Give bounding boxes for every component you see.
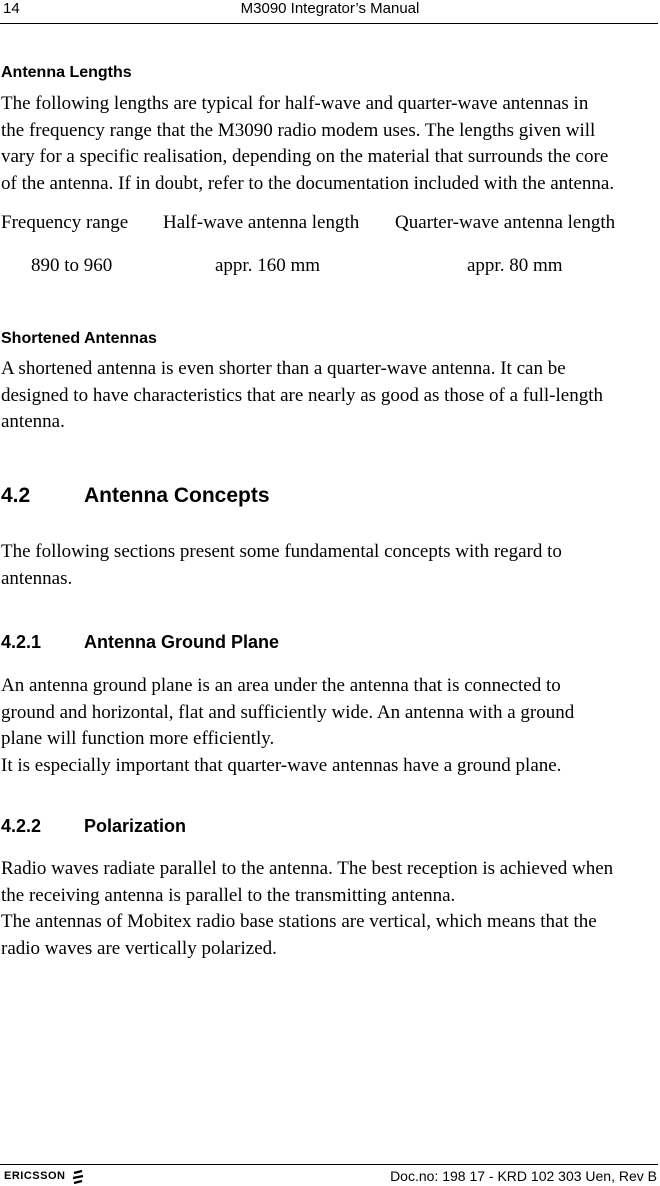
- page-number: 14: [3, 0, 20, 17]
- running-title: M3090 Integrator’s Manual: [240, 0, 420, 17]
- ericsson-logo-text: ERICSSON: [4, 1170, 66, 1182]
- text-line: An antenna ground plane is an area under the antenna that is connected to: [1, 675, 561, 696]
- text-line: The antennas of Mobitex radio base stations are vertical, which means that the: [1, 911, 597, 932]
- table-header-half-wave: Half-wave antenna length: [163, 212, 360, 233]
- text-line: The following lengths are typical for half-wave and quarter-wave antennas in: [1, 93, 589, 114]
- header-rule: [0, 23, 658, 24]
- text-line: The following sections present some fundamental concepts with regard to: [1, 541, 562, 562]
- antenna-lengths-heading: Antenna Lengths: [1, 64, 132, 81]
- ground-plane-paragraph: [1, 673, 660, 779]
- text-line: of the antenna. If in doubt, refer to the documentation included with the antenna.: [1, 172, 615, 194]
- text-line: Radio waves radiate parallel to the antenna. The best reception is achieved when: [1, 858, 614, 879]
- subsection-title: Polarization: [84, 816, 187, 836]
- text-line: designed to have characteristics that are nearly as good as those of a full-length: [1, 384, 603, 406]
- antenna-concepts-paragraph: [1, 539, 660, 592]
- text-line: It is especially important that quarter-wave antennas have a ground plane.: [1, 754, 562, 776]
- footer-rule: [0, 1164, 658, 1165]
- ericsson-logo-icon: [70, 1169, 86, 1185]
- table-cell-half-wave: appr. 160 mm: [215, 255, 321, 276]
- table-header-frequency: Frequency range: [1, 212, 129, 233]
- subsection-number: 4.2.2: [1, 816, 42, 836]
- text-line: plane will function more efficiently.: [1, 728, 275, 749]
- section-number: 4.2: [1, 484, 31, 507]
- antenna-lengths-paragraph: [1, 91, 660, 197]
- table-cell-quarter-wave: appr. 80 mm: [467, 255, 563, 276]
- table-header-quarter-wave: Quarter-wave antenna length: [395, 212, 616, 233]
- document-number: Doc.no: 198 17 - KRD 102 303 Uen, Rev B: [390, 1168, 657, 1184]
- polarization-paragraph: [1, 856, 660, 962]
- section-title: Antenna Concepts: [84, 484, 270, 507]
- text-line: the receiving antenna is parallel to the transmitting antenna.: [1, 884, 456, 906]
- text-line: A shortened antenna is even shorter than a quarter-wave antenna. It can be: [1, 358, 566, 379]
- table-cell-frequency: 890 to 960: [31, 255, 113, 276]
- text-line: antennas.: [1, 567, 73, 589]
- text-line: ground and horizontal, flat and sufficiently wide. An antenna with a ground: [1, 701, 575, 723]
- subsection-number: 4.2.1: [1, 632, 42, 652]
- text-line: antenna.: [1, 411, 65, 432]
- text-line: vary for a specific realisation, depending on the material that surrounds the core: [1, 146, 609, 167]
- page-header: [0, 0, 660, 24]
- text-line: radio waves are vertically polarized.: [1, 937, 277, 959]
- text-line: the frequency range that the M3090 radio modem uses. The lengths given will: [1, 119, 596, 141]
- shortened-antennas-heading: Shortened Antennas: [1, 330, 157, 347]
- subsection-title: Antenna Ground Plane: [84, 632, 280, 652]
- shortened-antennas-paragraph: [1, 356, 660, 436]
